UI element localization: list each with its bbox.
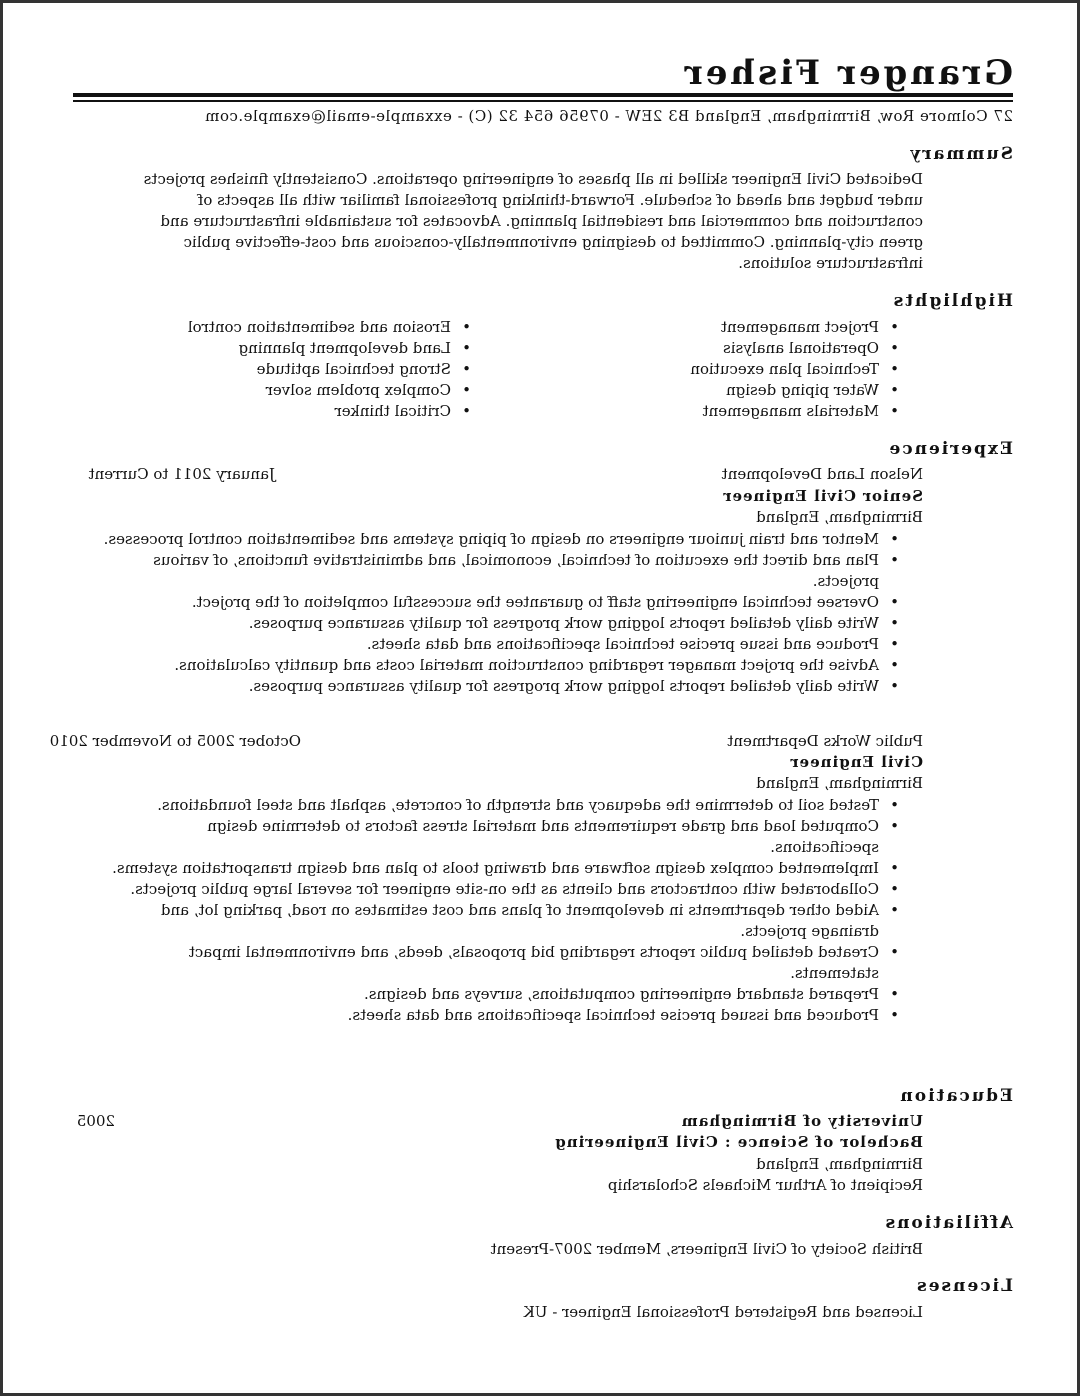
licenses-text: Licensed and Registered Professional Engineer - UK	[523, 1303, 923, 1321]
summary-line: Dedicated Civil Engineer skilled in all phases of engineering operations. Consistently finishes projects	[143, 170, 923, 188]
job-bullet: • Oversee technical engineering staff to guarantee the successful completion of the project.	[101, 592, 901, 613]
education-note: Recipient of Arthur Michaels Scholarship	[607, 1176, 923, 1194]
highlight-item: • Technical plan execution	[690, 359, 901, 380]
job-bullet: • Plan and direct the execution of technical, economical, and administrative functions, of various projects.	[101, 550, 901, 592]
candidate-name: Granger Fisher	[681, 53, 1013, 93]
job-bullet: • Prepared standard engineering computations, surveys and designs.	[101, 984, 901, 1005]
job-bullet: • Mentor and train juniour engineers on design of piping systems and sedimentation control processes.	[101, 529, 901, 550]
header-rule-thin	[73, 100, 1013, 102]
job-bullet: • Produce and issue precise technical specifications and data sheets.	[101, 634, 901, 655]
highlight-item: • Critical thinker	[188, 401, 473, 422]
education-location: Birmingham, England	[756, 1155, 923, 1173]
section-heading-highlights: Highlights	[891, 291, 1013, 311]
job-location: Birmingham, England	[756, 774, 923, 792]
affiliations-text: British Society of Civil Engineers, Member 2007-Present	[490, 1240, 923, 1258]
education-school: University of Birmingham	[680, 1112, 923, 1130]
job-bullets	[101, 529, 901, 697]
summary-line: under budget and ahead of schedule. Forward-thinking professional familiar with all aspects of	[197, 191, 923, 209]
education-degree: Bachelor of Science : Civil Engineering	[554, 1133, 923, 1151]
job-bullet: • Aided other departments in development of plans and cost estimates on road, parking lot, and drainage projects.	[101, 900, 901, 942]
section-heading-education: Education	[898, 1086, 1013, 1106]
job-bullets	[101, 795, 901, 1026]
job-bullet: • Tested soil to determine the adequacy and strength of concrete, asphalt and steel foundations.	[101, 795, 901, 816]
job-company: Public Works Department	[727, 732, 923, 750]
highlight-item: • Water piping design	[690, 380, 901, 401]
header-rule-thick	[73, 93, 1013, 97]
section-heading-summary: Summary	[908, 144, 1013, 164]
job-bullet: • Write daily detailed reports logging work progress for quality assurance purposes.	[101, 613, 901, 634]
highlight-item: • Land development planning	[188, 338, 473, 359]
job-bullet: • Computed load and grade requirements and material stress factors to determine design specifications.	[101, 816, 901, 858]
education-year: 2005	[76, 1112, 115, 1130]
summary-text	[144, 169, 923, 274]
contact-line: 27 Colmore Row, Birmingham, England B3 2EW - 07956 654 32 (C) - exxample-email@example.com	[204, 107, 1013, 125]
job-title: Senior Civil Engineer	[722, 487, 923, 505]
highlight-item: • Erosion and sedimentation control	[188, 317, 473, 338]
summary-line: construction and commercial and residential planning. Advocates for sustainable infrastructure and	[160, 212, 923, 230]
highlight-item: • Project management	[690, 317, 901, 338]
job-title: Civil Engineer	[789, 753, 923, 771]
job-dates: January 2011 to Current	[88, 465, 275, 483]
section-heading-licenses: Licenses	[915, 1276, 1013, 1296]
job-bullet: • Advise the project manager regarding construction material costs and quantity calculations.	[101, 655, 901, 676]
job-location: Birmingham, England	[756, 508, 923, 526]
highlights-list-left	[690, 317, 901, 422]
summary-line: green city-planning. Committed to designing environmentally-conscious and cost-effective public	[183, 233, 923, 251]
job-bullet: • Implemented complex design software and drawing tools to plan and design transportation systems.	[101, 858, 901, 879]
job-bullet: • Produced and issued precise technical specifications and data sheets.	[101, 1005, 901, 1026]
summary-line: infrastructure solutions.	[738, 254, 923, 272]
resume-page	[3, 3, 1080, 1396]
job-bullet: • Collaborated with contractors and clients as the on-site engineer for several large public projects.	[101, 879, 901, 900]
section-heading-affiliations: Affiliations	[883, 1213, 1013, 1233]
job-dates: October 2005 to November 2010	[49, 732, 301, 750]
highlight-item: • Operational analysis	[690, 338, 901, 359]
highlight-item: • Materials management	[690, 401, 901, 422]
job-bullet: • Write daily detailed reports logging work progress for quality assurance purposes.	[101, 676, 901, 697]
section-heading-experience: Experience	[887, 439, 1013, 459]
job-company: Nelson Land Development	[721, 465, 923, 483]
highlight-item: • Strong technical aptitude	[188, 359, 473, 380]
highlights-list-right	[188, 317, 473, 422]
highlight-item: • Complex problem solver	[188, 380, 473, 401]
job-bullet: • Created detailed public reports regarding bid proposals, deeds, and environmental impact statements.	[101, 942, 901, 984]
